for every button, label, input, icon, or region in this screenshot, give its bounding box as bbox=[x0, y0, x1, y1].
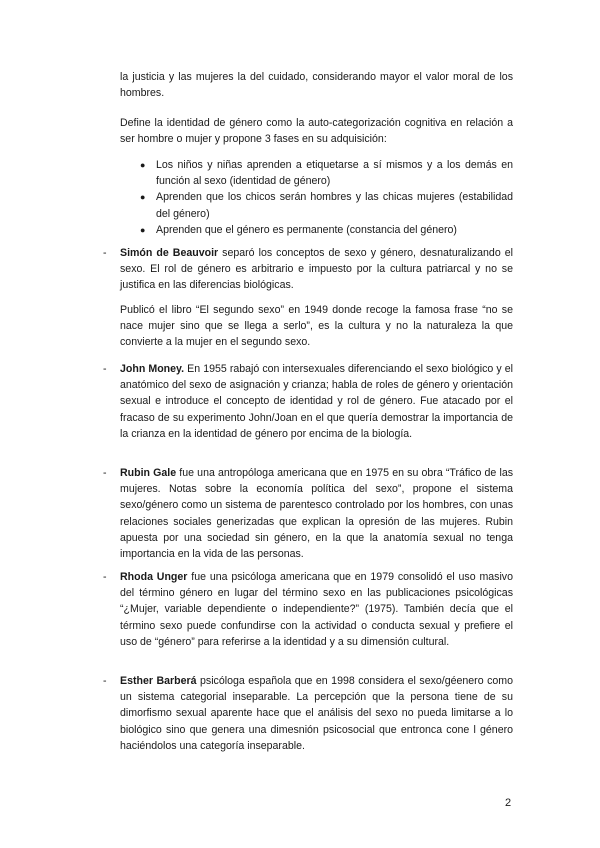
bullet-dot-icon: ● bbox=[140, 160, 146, 170]
bullet-dash-icon: - bbox=[103, 467, 107, 479]
phases-list bbox=[120, 157, 513, 238]
intro-definition: Define la identidad de género como la auto-categorización cognitiva en relación a ser hombre o mujer y propone 3 fases en su adquisición: bbox=[120, 117, 513, 146]
author-name: Rhoda Unger bbox=[120, 571, 188, 583]
entry-money: John Money. En 1955 rabajó con intersexuales diferenciando el sexo biológico y el anatómico del sexo de asignación y crianza; habla de roles de género y orientación sexual e introduce el concepto de identidad y rol de género. Fue atacado por el fracaso de su experimento John/Joan en el que quería demostrar la importancia de la crianza en la identidad de género por encima de la biología. bbox=[120, 363, 513, 440]
entry-unger: Rhoda Unger fue una psicóloga americana que en 1979 consolidó el uso masivo del término género en lugar del término sexo en las publicaciones psicológicas “¿Mujer, variable dependiente o independiente?” (1975). También decía que el término sexo puede confundirse con la actividad o conducta sexual y prefiere el uso de “género” para referirse a la identidad y a su dimensión cultural. bbox=[120, 571, 513, 648]
bullet-dash-icon: - bbox=[103, 363, 107, 375]
bullet-dot-icon: ● bbox=[140, 192, 146, 203]
author-name: Simón de Beauvoir bbox=[120, 247, 219, 259]
entry-barbera: Esther Barberá psicóloga española que en 1998 considera el sexo/géenero como un sistema categorial inseparable. La percepción que la persona tiene de su dimorfismo sexual aparente hace que el análisis del sexo no pueda limitarse a lo biológico sino que genera una dimesnión psicosocial que entronca cone l género haciéndolos una categoría inseparable. bbox=[120, 675, 513, 752]
entry-gale: Rubin Gale fue una antropóloga americana que en 1975 en su obra “Tráfico de las mujeres. Notas sobre la economía política del sexo”, propone el sistema sexo/género como un sistema de parentesco controlado por los hombres, con unas relaciones sociales generizadas que explican la opresión de las mujeres. Rubin apuesta por una sociedad sin género, en la que la anatomía sexual no tenga importancia en la vida de las personas. bbox=[120, 467, 514, 561]
bullet-dash-icon: - bbox=[103, 247, 107, 259]
phase-item: ● Los niños y niñas aprenden a etiquetarse a sí mismos y a los demás en función al sexo (identidad de género) bbox=[140, 159, 513, 188]
phase-item: ● Aprenden que el género es permanente (constancia del género) bbox=[120, 222, 513, 238]
author-name: Esther Barberá bbox=[120, 675, 197, 687]
entry-beauvoir: Simón de Beauvoir separó los conceptos de sexo y género, desnaturalizando el sexo. El rol de género es arbitrario e impuesto por la cultura patriarcal y no se justifica en las diferencias biológicas. bbox=[120, 247, 513, 292]
intro-continuation: la justicia y las mujeres la del cuidado, considerando mayor el valor moral de los hombres. bbox=[120, 71, 513, 100]
bullet-dash-icon: - bbox=[103, 675, 107, 687]
page-number: 2 bbox=[505, 797, 512, 809]
phase-item: ● Aprenden que los chicos serán hombres y las chicas mujeres (estabilidad del género) bbox=[140, 191, 513, 220]
entry-beauvoir-book: Publicó el libro “El segundo sexo” en 1949 donde recoge la famosa frase “no se nace mujer sino que se llega a serlo”, es la cultura y no la naturaleza la que convierte a la mujer en el segundo sexo. bbox=[120, 304, 513, 349]
author-name: John Money. bbox=[120, 363, 185, 375]
bullet-dot-icon: ● bbox=[140, 224, 146, 235]
author-name: Rubin Gale bbox=[120, 467, 177, 479]
bullet-dash-icon: - bbox=[103, 571, 107, 583]
